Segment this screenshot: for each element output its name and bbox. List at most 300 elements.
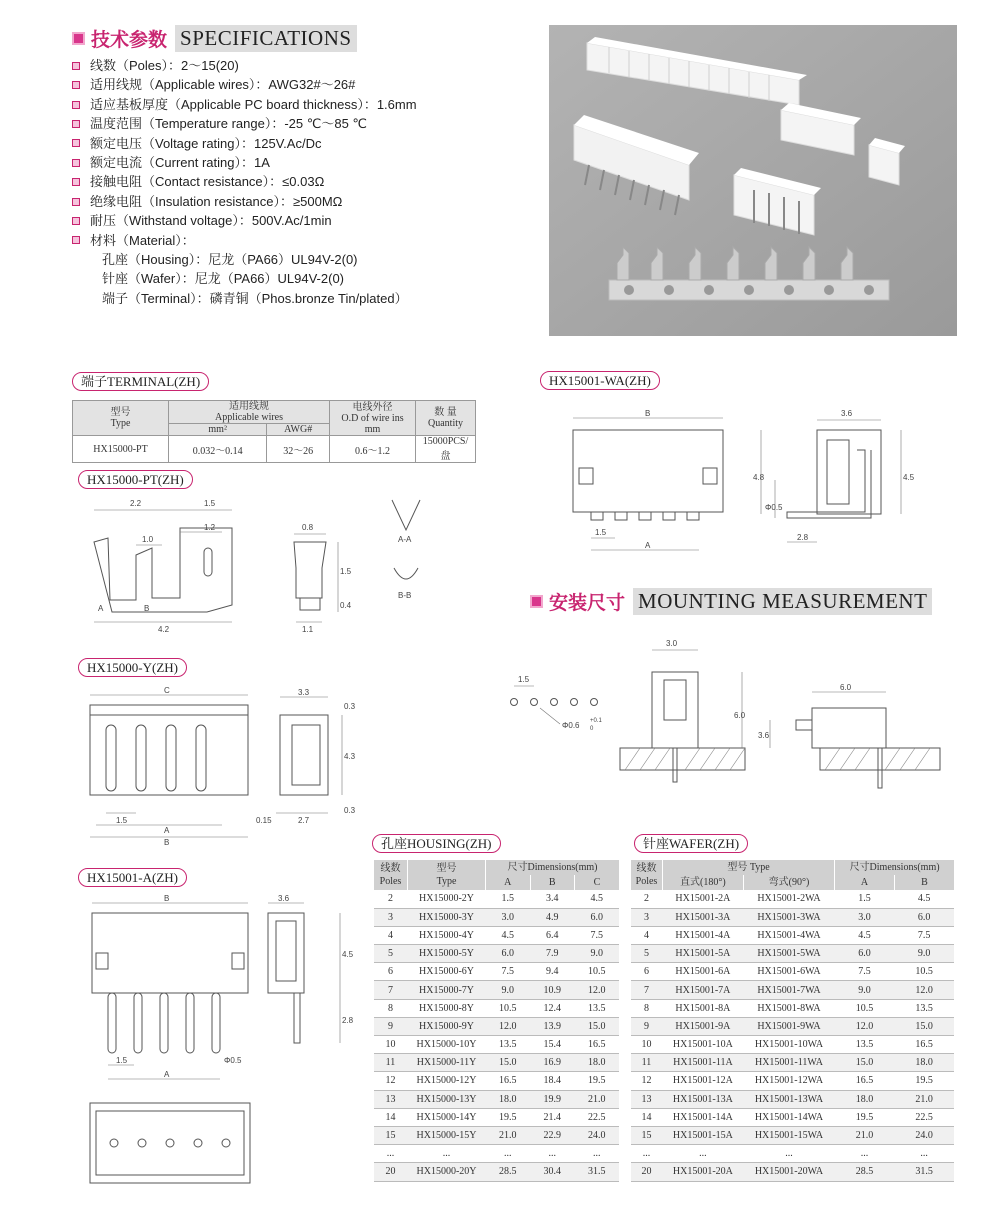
terminal-label: 端子TERMINAL(ZH) <box>72 372 209 391</box>
table-cell: ... <box>486 1145 531 1163</box>
dim-label: B <box>164 838 170 847</box>
table-cell: HX15001-13A <box>663 1090 744 1108</box>
table-cell: 15 <box>631 1126 663 1144</box>
mounting-drawing <box>500 628 970 803</box>
table-row <box>374 926 620 944</box>
spec-title-cn: 技术参数 <box>91 29 168 51</box>
table-cell: 14 <box>374 1108 408 1126</box>
table-cell: HX15001-10A <box>663 1036 744 1054</box>
table-cell: 18.0 <box>835 1090 895 1108</box>
dim-label: C <box>164 686 170 695</box>
dim-label: 4.5 <box>342 950 354 959</box>
table-cell: HX15001-20A <box>663 1163 744 1181</box>
bullet-icon <box>72 159 80 167</box>
table-row <box>374 1163 620 1181</box>
table-row <box>631 1090 955 1108</box>
table-cell: HX15001-12WA <box>743 1072 834 1090</box>
table-cell: 4.5 <box>575 890 620 908</box>
table-cell: 16.5 <box>486 1072 531 1090</box>
table-cell: 4.9 <box>530 908 575 926</box>
table-row <box>374 999 620 1017</box>
table-cell: 28.5 <box>835 1163 895 1181</box>
table-cell: 15.0 <box>894 1017 954 1035</box>
table-row <box>374 963 620 981</box>
spec-item: 适用线规（Applicable wires）：AWG32#～26# <box>72 75 417 94</box>
table-cell: 18.0 <box>486 1090 531 1108</box>
dim-label: B <box>645 409 651 418</box>
table-cell: 6.0 <box>894 908 954 926</box>
a-label: HX15001-A(ZH) <box>78 868 187 887</box>
table-cell: HX15000-2Y <box>408 890 486 908</box>
table-cell: 12.0 <box>486 1017 531 1035</box>
table-cell: 1.5 <box>835 890 895 908</box>
mounting-section-title <box>530 588 932 615</box>
th-type: 型号 Type <box>663 860 835 875</box>
table-cell: 6 <box>374 963 408 981</box>
table-cell: 4.5 <box>894 890 954 908</box>
housing-label: 孔座HOUSING(ZH) <box>372 834 501 853</box>
table-cell: 28.5 <box>486 1163 531 1181</box>
table-cell: HX15000-20Y <box>408 1163 486 1181</box>
dim-label: 1.5 <box>340 567 352 576</box>
table-cell: 16.5 <box>894 1036 954 1054</box>
table-row <box>631 1036 955 1054</box>
table-row <box>631 1072 955 1090</box>
bullet-icon <box>72 120 80 128</box>
table-cell: 10.5 <box>835 999 895 1017</box>
spec-item: 适应基板厚度（Applicable PC board thickness）：1.6mm <box>72 95 417 114</box>
table-row <box>631 1163 955 1181</box>
table-cell: 18.4 <box>530 1072 575 1090</box>
table-cell: 31.5 <box>894 1163 954 1181</box>
table-cell: HX15000-6Y <box>408 963 486 981</box>
table-cell: 3.4 <box>530 890 575 908</box>
table-cell: 19.5 <box>575 1072 620 1090</box>
table-cell: HX15001-3WA <box>743 908 834 926</box>
table-cell: HX15001-13WA <box>743 1090 834 1108</box>
table-cell: HX15001-8WA <box>743 999 834 1017</box>
dim-label: Φ0.6 <box>562 721 580 730</box>
dim-label: 1.5 <box>595 528 607 537</box>
table-cell: 5 <box>374 945 408 963</box>
dim-label: 1.5 <box>204 499 216 508</box>
bullet-square-icon <box>530 595 543 608</box>
spec-section-title <box>72 25 357 52</box>
table-cell: 7 <box>631 981 663 999</box>
dim-label: 1.5 <box>116 816 128 825</box>
th-a: A <box>486 875 531 890</box>
table-row <box>631 1145 955 1163</box>
table-row <box>631 945 955 963</box>
table-cell: 13.9 <box>530 1017 575 1035</box>
th-mm2: mm² <box>169 424 267 436</box>
table-cell: HX15000-15Y <box>408 1126 486 1144</box>
table-row: HX15000-PT 0.032～0.14 32～26 0.6～1.2 15000PCS/盘 <box>73 436 476 463</box>
table-cell: HX15001-15A <box>663 1126 744 1144</box>
wafer-table <box>630 860 954 1182</box>
table-cell: 9.0 <box>486 981 531 999</box>
table-cell: 15.0 <box>486 1054 531 1072</box>
table-cell: 19.5 <box>835 1108 895 1126</box>
dim-label: 3.6 <box>758 731 770 740</box>
th-straight: 直式(180°) <box>663 875 744 890</box>
table-cell: 7.5 <box>835 963 895 981</box>
th-a: A <box>835 875 895 890</box>
table-cell: HX15001-20WA <box>743 1163 834 1181</box>
spec-title-en: SPECIFICATIONS <box>175 25 357 52</box>
table-cell: 19.5 <box>486 1108 531 1126</box>
th-od: 电线外径 O.D of wire ins mm <box>330 401 416 436</box>
table-cell: HX15001-5A <box>663 945 744 963</box>
dim-label: 3.6 <box>278 894 290 903</box>
table-cell: 16.5 <box>835 1072 895 1090</box>
table-row <box>631 926 955 944</box>
table-cell: HX15000-8Y <box>408 999 486 1017</box>
dim-label: A <box>645 541 651 550</box>
table-row <box>631 999 955 1017</box>
table-cell: 4 <box>374 926 408 944</box>
table-cell: 8 <box>374 999 408 1017</box>
spec-list <box>72 56 417 308</box>
table-cell: 12 <box>631 1072 663 1090</box>
th-qty: 数 量 Quantity <box>416 401 476 436</box>
th-awg: AWG# <box>267 424 330 436</box>
table-cell: 15.0 <box>835 1054 895 1072</box>
table-cell: ... <box>374 1145 408 1163</box>
dim-label: 2.7 <box>298 816 310 825</box>
table-row <box>374 1145 620 1163</box>
th-b: B <box>530 875 575 890</box>
table-cell: HX15001-5WA <box>743 945 834 963</box>
table-cell: 7.5 <box>486 963 531 981</box>
wa-label: HX15001-WA(ZH) <box>540 371 660 390</box>
table-cell: HX15001-9WA <box>743 1017 834 1035</box>
dim-label: 1.0 <box>142 535 154 544</box>
a-drawing <box>72 893 362 1203</box>
dim-label: A-A <box>398 535 412 544</box>
dim-label: 4.2 <box>158 625 170 634</box>
th-dimensions: 尺寸Dimensions(mm) <box>835 860 954 875</box>
th-c: C <box>575 875 620 890</box>
table-cell: 10.9 <box>530 981 575 999</box>
table-row <box>631 1108 955 1126</box>
table-row <box>374 1036 620 1054</box>
dim-label: 6.0 <box>734 711 746 720</box>
table-cell: ... <box>894 1145 954 1163</box>
dim-label: B-B <box>398 591 412 600</box>
table-cell: 22.5 <box>575 1108 620 1126</box>
table-cell: HX15000-9Y <box>408 1017 486 1035</box>
table-cell: HX15001-11A <box>663 1054 744 1072</box>
table-row <box>374 945 620 963</box>
dim-label: A <box>164 1070 170 1079</box>
table-cell: HX15001-7A <box>663 981 744 999</box>
table-cell: HX15000-11Y <box>408 1054 486 1072</box>
table-cell: HX15001-14A <box>663 1108 744 1126</box>
table-cell: 21.0 <box>835 1126 895 1144</box>
table-row <box>374 1108 620 1126</box>
table-cell: 15.4 <box>530 1036 575 1054</box>
table-cell: 18.0 <box>575 1054 620 1072</box>
dim-label: 1.1 <box>302 625 314 634</box>
bullet-icon <box>72 81 80 89</box>
table-cell: 12.0 <box>894 981 954 999</box>
table-cell: 4.5 <box>486 926 531 944</box>
table-cell: ... <box>575 1145 620 1163</box>
dim-label: 3.3 <box>298 688 310 697</box>
dim-label: 2.8 <box>797 533 809 542</box>
table-cell: 12.4 <box>530 999 575 1017</box>
table-cell: HX15001-4A <box>663 926 744 944</box>
table-cell: 10 <box>374 1036 408 1054</box>
dim-label: 0.3 <box>344 702 356 711</box>
wa-drawing <box>565 400 925 560</box>
dim-label: Φ0.5 <box>224 1056 242 1065</box>
table-cell: 1.5 <box>486 890 531 908</box>
spec-item: 耐压（Withstand voltage）：500V.Ac/1min <box>72 211 417 230</box>
pt-drawing <box>72 490 472 640</box>
table-cell: 6.4 <box>530 926 575 944</box>
table-row <box>631 1054 955 1072</box>
table-row <box>374 908 620 926</box>
table-cell: 30.4 <box>530 1163 575 1181</box>
product-photo <box>549 25 957 336</box>
table-row <box>374 1017 620 1035</box>
table-cell: 6.0 <box>835 945 895 963</box>
table-cell: HX15001-7WA <box>743 981 834 999</box>
spec-item: 额定电压（Voltage rating）：125V.Ac/Dc <box>72 134 417 153</box>
table-cell: 3 <box>374 908 408 926</box>
table-cell: HX15000-12Y <box>408 1072 486 1090</box>
table-cell: 11 <box>631 1054 663 1072</box>
bullet-icon <box>72 236 80 244</box>
table-cell: HX15001-10WA <box>743 1036 834 1054</box>
wafer-label: 针座WAFER(ZH) <box>634 834 748 853</box>
table-cell: ... <box>663 1145 744 1163</box>
table-cell: 10.5 <box>575 963 620 981</box>
table-cell: 12.0 <box>835 1017 895 1035</box>
table-cell: ... <box>408 1145 486 1163</box>
table-cell: 10.5 <box>486 999 531 1017</box>
table-row <box>374 981 620 999</box>
housing-table <box>373 860 619 1182</box>
mounting-title-en: MOUNTING MEASUREMENT <box>633 588 932 615</box>
dim-label: 0.15 <box>256 816 272 825</box>
table-cell: 9.0 <box>894 945 954 963</box>
table-cell: 15 <box>374 1126 408 1144</box>
table-cell: HX15001-12A <box>663 1072 744 1090</box>
mounting-title-cn: 安装尺寸 <box>549 592 626 614</box>
table-cell: 12 <box>374 1072 408 1090</box>
material-item: 端子（Terminal）：磷青铜（Phos.bronze Tin/plated） <box>102 290 408 306</box>
spec-item: 接触电阻（Contact resistance）：≤0.03Ω <box>72 172 417 191</box>
table-row <box>374 1054 620 1072</box>
table-cell: HX15000-13Y <box>408 1090 486 1108</box>
table-cell: 9.0 <box>575 945 620 963</box>
table-cell: 13 <box>631 1090 663 1108</box>
material-item: 针座（Wafer）：尼龙（PA66）UL94V-2(0) <box>102 271 345 287</box>
table-cell: ... <box>743 1145 834 1163</box>
table-row <box>631 1126 955 1144</box>
table-cell: 3 <box>631 908 663 926</box>
table-row <box>374 890 620 908</box>
table-cell: 21.0 <box>894 1090 954 1108</box>
table-cell: 3.0 <box>486 908 531 926</box>
table-cell: 20 <box>631 1163 663 1181</box>
table-cell: 15.0 <box>575 1017 620 1035</box>
table-cell: 21.0 <box>486 1126 531 1144</box>
dim-label: 0.8 <box>302 523 314 532</box>
table-cell: 13.5 <box>486 1036 531 1054</box>
bullet-icon <box>72 62 80 70</box>
spec-item: 温度范围（Temperature range）：-25 ℃～85 ℃ <box>72 114 417 133</box>
bullet-icon <box>72 139 80 147</box>
dim-label: 4.5 <box>903 473 915 482</box>
table-cell: 9 <box>374 1017 408 1035</box>
table-cell: 19.9 <box>530 1090 575 1108</box>
dim-label: B <box>164 894 170 903</box>
spec-item: 额定电流（Current rating）：1A <box>72 153 417 172</box>
bullet-icon <box>72 101 80 109</box>
dim-label: 6.0 <box>840 683 852 692</box>
dim-label: B <box>144 604 150 613</box>
dim-label: 0 <box>590 726 594 732</box>
th-poles: 线数 Poles <box>374 860 408 890</box>
table-cell: 7.5 <box>894 926 954 944</box>
table-cell: HX15001-6WA <box>743 963 834 981</box>
dim-label: +0.1 <box>590 718 602 724</box>
table-cell: HX15000-10Y <box>408 1036 486 1054</box>
table-cell: 8 <box>631 999 663 1017</box>
th-type: 型号 Type <box>73 401 169 436</box>
dim-label: 1.5 <box>116 1056 128 1065</box>
spec-item: 绝缘电阻（Insulation resistance）：≥500MΩ <box>72 192 417 211</box>
table-cell: 7.9 <box>530 945 575 963</box>
table-cell: HX15001-2A <box>663 890 744 908</box>
table-row <box>631 981 955 999</box>
table-cell: 24.0 <box>894 1126 954 1144</box>
dim-label: 4.8 <box>753 473 765 482</box>
dim-label: 3.6 <box>841 409 853 418</box>
table-cell: 13.5 <box>894 999 954 1017</box>
table-cell: ... <box>631 1145 663 1163</box>
table-cell: 16.9 <box>530 1054 575 1072</box>
table-cell: 13 <box>374 1090 408 1108</box>
dim-label: 2.8 <box>342 1016 354 1025</box>
material-item: 孔座（Housing）：尼龙（PA66）UL94V-2(0) <box>102 252 358 268</box>
table-cell: 3.0 <box>835 908 895 926</box>
table-cell: 9 <box>631 1017 663 1035</box>
table-row <box>374 1072 620 1090</box>
table-cell: HX15001-2WA <box>743 890 834 908</box>
table-cell: HX15001-4WA <box>743 926 834 944</box>
table-cell: 6.0 <box>575 908 620 926</box>
table-cell: 13.5 <box>575 999 620 1017</box>
dim-label: 0.4 <box>340 601 352 610</box>
spec-item: 材料（Material）： <box>72 231 417 250</box>
th-type: 型号 Type <box>408 860 486 890</box>
bullet-icon <box>72 178 80 186</box>
table-cell: 10 <box>631 1036 663 1054</box>
table-cell: HX15001-6A <box>663 963 744 981</box>
table-cell: 21.0 <box>575 1090 620 1108</box>
dim-label: 4.3 <box>344 752 356 761</box>
table-cell: 20 <box>374 1163 408 1181</box>
table-cell: 9.4 <box>530 963 575 981</box>
dim-label: 1.5 <box>518 675 530 684</box>
table-cell: 11 <box>374 1054 408 1072</box>
table-cell: 24.0 <box>575 1126 620 1144</box>
dim-label: A <box>164 826 170 835</box>
th-wire: 适用线规 Applicable wires <box>169 401 330 424</box>
dim-label: 3.0 <box>666 639 678 648</box>
table-cell: 10.5 <box>894 963 954 981</box>
pt-label: HX15000-PT(ZH) <box>78 470 193 489</box>
table-row <box>631 908 955 926</box>
table-cell: 2 <box>631 890 663 908</box>
table-cell: ... <box>835 1145 895 1163</box>
spec-item: 线数（Poles）：2～15(20) <box>72 56 417 75</box>
table-cell: HX15001-14WA <box>743 1108 834 1126</box>
table-cell: 18.0 <box>894 1054 954 1072</box>
table-cell: HX15000-4Y <box>408 926 486 944</box>
dim-label: 0.3 <box>344 806 356 815</box>
table-cell: 6 <box>631 963 663 981</box>
th-dimensions: 尺寸Dimensions(mm) <box>486 860 620 875</box>
bullet-square-icon <box>72 32 85 45</box>
table-cell: 9.0 <box>835 981 895 999</box>
table-cell: HX15000-14Y <box>408 1108 486 1126</box>
table-cell: 5 <box>631 945 663 963</box>
table-cell: 4.5 <box>835 926 895 944</box>
table-row <box>374 1126 620 1144</box>
table-cell: 7 <box>374 981 408 999</box>
table-cell: HX15000-5Y <box>408 945 486 963</box>
table-cell: 16.5 <box>575 1036 620 1054</box>
table-cell: 21.4 <box>530 1108 575 1126</box>
table-cell: 2 <box>374 890 408 908</box>
y-drawing <box>72 685 392 850</box>
table-cell: HX15000-7Y <box>408 981 486 999</box>
terminal-table <box>72 400 476 463</box>
table-row <box>631 963 955 981</box>
table-row <box>631 890 955 908</box>
th-b: B <box>894 875 954 890</box>
connector-photo-illustration <box>549 25 957 336</box>
y-label: HX15000-Y(ZH) <box>78 658 187 677</box>
table-row <box>631 1017 955 1035</box>
table-cell: 4 <box>631 926 663 944</box>
bullet-icon <box>72 198 80 206</box>
table-cell: 22.5 <box>894 1108 954 1126</box>
table-cell: 14 <box>631 1108 663 1126</box>
table-cell: HX15001-9A <box>663 1017 744 1035</box>
table-cell: 19.5 <box>894 1072 954 1090</box>
table-cell: HX15001-11WA <box>743 1054 834 1072</box>
bullet-icon <box>72 217 80 225</box>
table-cell: 31.5 <box>575 1163 620 1181</box>
table-cell: HX15001-3A <box>663 908 744 926</box>
dim-label: 1.2 <box>204 523 216 532</box>
table-cell: HX15001-8A <box>663 999 744 1017</box>
table-cell: 6.0 <box>486 945 531 963</box>
dim-label: A <box>98 604 104 613</box>
dim-label: Φ0.5 <box>765 503 783 512</box>
table-cell: 13.5 <box>835 1036 895 1054</box>
th-poles: 线数 Poles <box>631 860 663 890</box>
table-cell: 12.0 <box>575 981 620 999</box>
table-cell: ... <box>530 1145 575 1163</box>
